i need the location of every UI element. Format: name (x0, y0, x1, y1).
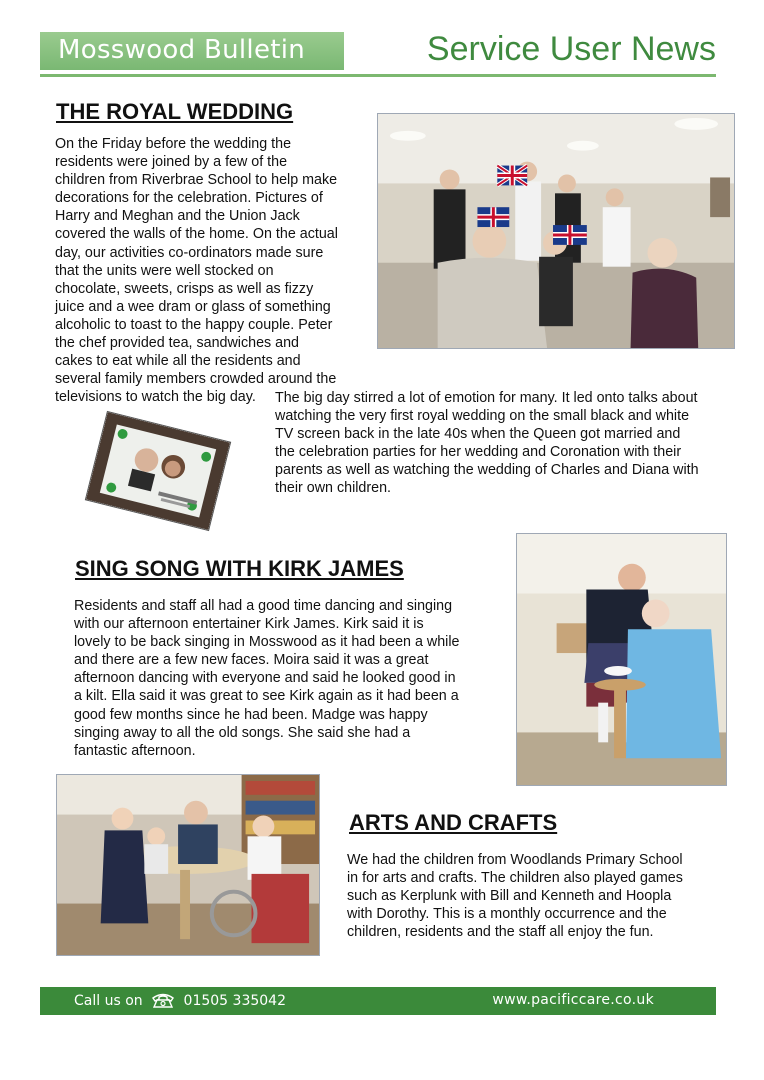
text-line: their own children. (275, 480, 392, 497)
sing-song-heading: SING SONG WITH KIRK JAMES (75, 556, 404, 581)
text-line: day, our activities co-ordinators made sure (55, 244, 324, 261)
text-line: children from Riverbrae School to help make (55, 172, 338, 189)
text-line: watching the very first royal wedding on the small black and white (275, 408, 690, 425)
text-line: chocolate, sweets, crisps as well as fizzy (55, 280, 314, 297)
text-line: good few months since he had been. Madge was happy (74, 706, 428, 723)
text-line: We had the children from Woodlands Primary School (347, 852, 683, 868)
text-line: Harry and Meghan and the Union Jack (55, 208, 300, 225)
arts-crafts-heading: ARTS AND CRAFTS (349, 810, 558, 835)
section-title: Service User News (426, 30, 716, 68)
text-line: Residents and staff all had a good time dancing and singing (74, 598, 453, 614)
website-link[interactable]: www.pacificcare.co.uk (492, 992, 654, 1008)
arts-crafts-photo (56, 774, 320, 956)
text-line: cakes to eat while all the residents and (55, 353, 301, 370)
royal-couple-card-photo (85, 411, 231, 531)
header-divider (40, 74, 716, 77)
text-line: decorations for the celebration. Pictures of (55, 190, 323, 207)
arts-crafts-text (347, 851, 727, 941)
text-line: parents as well as watching the wedding of Charles and Diana with (275, 462, 699, 479)
text-line: TV screen back in the late 40s when the Queen got married and (275, 426, 681, 443)
text-line: televisions to watch the big day. (55, 389, 256, 406)
text-line: afternoon dancing with everyone and said he looked good in (74, 670, 456, 687)
text-line: juice and a wee dram or glass of something (55, 298, 331, 315)
text-line: with Dorothy. This is a monthly occurrence and the (347, 906, 667, 923)
text-line: covered the walls of the home. On the actual (55, 226, 338, 243)
text-line: On the Friday before the wedding the (55, 136, 292, 152)
footer-contact (74, 992, 286, 1009)
bulletin-title: Mosswood Bulletin (58, 35, 306, 65)
royal-wedding-heading: THE ROYAL WEDDING (56, 99, 294, 124)
sing-song-text (74, 597, 504, 760)
call-label: Call us on (74, 993, 143, 1009)
footer-bar (40, 987, 716, 1015)
text-line: in for arts and crafts. The children also played games (347, 870, 683, 887)
text-line: alcoholic to toast to the happy couple. Peter (55, 316, 333, 333)
telephone-icon (151, 992, 175, 1008)
text-line: The big day stirred a lot of emotion for many. It led onto talks about (275, 390, 698, 406)
royal-wedding-photo (377, 113, 735, 349)
phone-number: 01505 335042 (183, 993, 286, 1009)
text-line: with our afternoon entertainer Kirk James. Kirk said it is (74, 616, 424, 633)
text-line: children, residents and the staff all enjoy the fun. (347, 924, 654, 941)
text-line: fantastic afternoon. (74, 742, 196, 759)
text-line: a kilt. Ella said it was great to see Kirk again as it had been a (74, 688, 459, 705)
text-line: singing away to all the old songs. She said she had a (74, 724, 411, 741)
sing-song-photo (516, 533, 727, 786)
royal-wedding-text-top (55, 135, 375, 406)
text-line: the chef provided tea, sandwiches and (55, 335, 300, 352)
bulletin-title-box (40, 32, 344, 70)
text-line: lovely to be back singing in Mosswood as it had been a while (74, 634, 460, 651)
text-line: such as Kerplunk with Bill and Kenneth and Hoopla (347, 888, 672, 905)
text-line: several family members crowded around the (55, 371, 337, 388)
text-line: that the units were well stocked on (55, 262, 274, 279)
text-line: the celebration parties for her wedding and Coronation with their (275, 444, 682, 461)
text-line: and there are a few new faces. Moira said it was a great (74, 652, 429, 669)
text-line: residents were joined by a few of the (55, 154, 288, 171)
royal-wedding-text-right (275, 389, 745, 498)
